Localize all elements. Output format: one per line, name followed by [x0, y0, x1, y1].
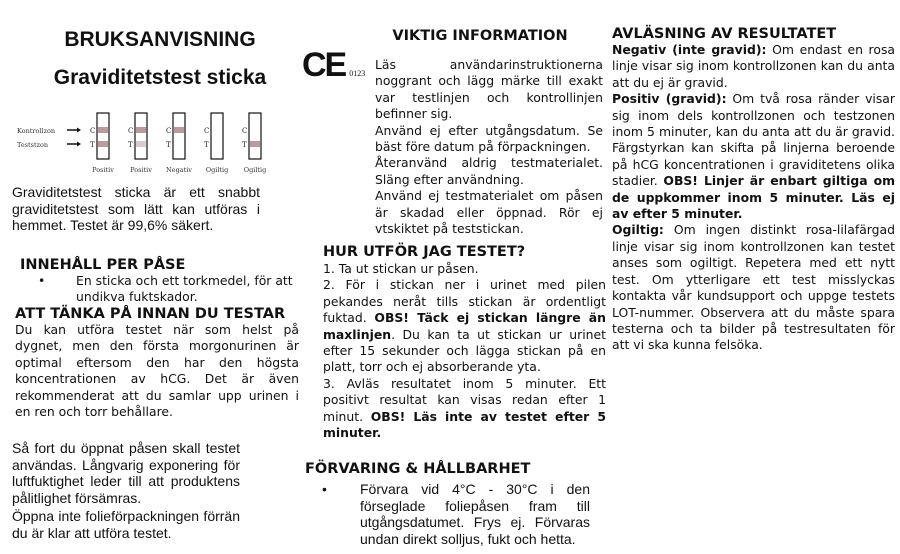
test-result-diagram [0, 105, 300, 180]
negative-label: Negativ (inte gravid): [612, 42, 767, 57]
step-text: . Du kan ta ut stickan ur urinet efter 15 sekunder och lägga stickan på en platt, torr och ej absorberande yta. [323, 326, 606, 375]
test-line [136, 141, 146, 147]
storage-list-item [322, 481, 590, 547]
strip-label: Positiv [130, 166, 152, 174]
before-heading: ATT TÄNKA PÅ INNAN DU TESTAR [15, 306, 286, 322]
opened-text-1: Så fort du öppnat påsen skall testet användas. Långvarig exponering för luftfuktighet leder till att produktens pålitlighet försämras. [12, 440, 240, 506]
test-strip [97, 113, 109, 159]
t-label: T [204, 141, 209, 149]
results-heading: AVLÄSNING AV RESULTATET [612, 26, 837, 42]
contents-list-item [38, 273, 300, 306]
test-strip [249, 113, 261, 159]
test-line [250, 141, 260, 147]
test-strip [173, 113, 185, 159]
c-label: C [128, 127, 134, 135]
strip-label: Negativ [166, 166, 192, 174]
howto-heading: HUR UTFÖR JAG TESTET? [323, 244, 526, 260]
control-line [98, 127, 108, 133]
step-text: 3. Avläs resultatet inom 5 minuter. Ett positivt resultat kan visas redan efter 1 minut. [323, 375, 606, 424]
control-line [136, 127, 146, 133]
result-positive [612, 91, 895, 222]
zone-label: Kontrollzon [17, 127, 56, 135]
zone-label: Teststzon [17, 141, 49, 149]
test-strip [211, 113, 223, 159]
ce-mark [302, 46, 365, 85]
arrow-icon [77, 142, 81, 147]
storage-heading: FÖRVARING & HÅLLBARHET [305, 461, 531, 477]
storage-bullet-text: Förvara vid 4°C - 30°C i den förseglade foliepåsen fram till utgångsdatumet. Frys ej. Förvaras undan direkt solljus, fukt och hetta. [360, 481, 590, 547]
bullet-icon: • [322, 481, 327, 497]
result-negative [612, 42, 895, 91]
results-text [612, 42, 895, 354]
negative-text: Om endast en rosa linje visar sig inom kontrollzonen kan du anta att du ej är gravid. [612, 42, 895, 90]
positive-label: Positiv (gravid): [612, 91, 727, 107]
document-title: BRUKSANVISNING [64, 28, 256, 51]
control-line [174, 127, 184, 133]
bullet-icon: • [38, 273, 46, 288]
c-label: C [90, 127, 96, 135]
positive-text: Om två rosa ränder visar sig inom dels kontrollzonen och testzonen inom 5 minuter, kan du anta att du är gravid. Färgstyrkan kan skifta på linjerna beroende på hCG koncentrationen i graviditetens olika stadier. [612, 91, 895, 189]
t-label: T [90, 141, 95, 149]
howto-step [323, 277, 606, 375]
important-para: Läs användarinstruktionerna noggrant och lägg märke till exakt var testlinjen och kontrollinjen befinner sig. [375, 57, 603, 122]
t-label: T [128, 141, 133, 149]
step-warning: OBS! Läs inte av testet efter 5 minuter. [323, 408, 606, 441]
ce-logo: CE [302, 46, 346, 84]
howto-step: 1. Ta ut stickan ur påsen. [323, 261, 479, 276]
important-para: Använd ej efter utgångsdatum. Se bäst före datum på förpackningen. [375, 122, 603, 155]
strip-label: Ogiltig [243, 166, 267, 174]
important-text [375, 57, 603, 237]
step-text: 2. För i stickan ner i urinet med pilen pekandes neråt tills stickan är ordentligt fuktad. [323, 277, 606, 326]
opened-text-2: Öppna inte folieförpackningen förrän du är klar att utföra testet. [12, 508, 240, 541]
contents-heading: INNEHÅLL PER PÅSE [20, 257, 186, 273]
arrow-icon [77, 128, 81, 133]
important-para: Använd ej testmaterialet om påsen är skadad eller öppnad. Rör ej vtskiktet på teststickan. [375, 188, 603, 237]
important-para: Återanvänd aldrig testmaterialet. Släng efter användning. [375, 155, 603, 187]
result-invalid [612, 222, 895, 353]
c-label: C [204, 127, 210, 135]
step-warning: OBS! Täck ej stickan längre än maxlinjen [323, 310, 606, 342]
intro-text: Graviditetstest sticka är ett snabbt graviditetstest som lätt kan utföras i hemmet. Testet är 99,6% säkert. [12, 184, 260, 234]
invalid-text: Om ingen distinkt rosa-lilafärgad linje visar sig inom kontrollzonen kan testet anses som ogiltigt. Repetera med ett nytt test. Om ytterligare ett test misslyckas kontakta vår kundsupport och uppge testets LOT-nummer. Observera att du måste spara testerna och ta bilder på testresultaten för att vi ska kunna felsöka. [612, 222, 895, 353]
c-label: C [242, 127, 248, 135]
before-text: Du kan utföra testet när som helst på dygnet, men den första morgonurinen är optimal eftersom den har den högsta koncentrationen av hCG. Det är även rekommenderat att du samlar upp urinen i en ren och torr behållare. [15, 322, 299, 420]
contents-bullet-text: En sticka och ett torkmedel, för att undikva fuktskador. [76, 273, 293, 305]
t-label: T [166, 141, 171, 149]
test-strip [135, 113, 147, 159]
ce-number: 0123 [349, 69, 366, 78]
positive-warning: OBS! Linjer är enbart giltiga om de uppkommer inom 5 minuter. Läs ej av efter 5 minuter. [612, 173, 896, 222]
invalid-label: Ogiltig: [612, 222, 664, 238]
important-heading: VIKTIG INFORMATION [392, 28, 568, 44]
howto-step [323, 376, 606, 442]
howto-steps [323, 261, 606, 441]
strip-label: Ogiltig [205, 166, 229, 174]
document-subtitle: Graviditetstest sticka [53, 66, 267, 89]
c-label: C [166, 127, 172, 135]
t-label: T [242, 141, 247, 149]
strip-label: Positiv [92, 166, 114, 174]
test-line [98, 141, 108, 147]
